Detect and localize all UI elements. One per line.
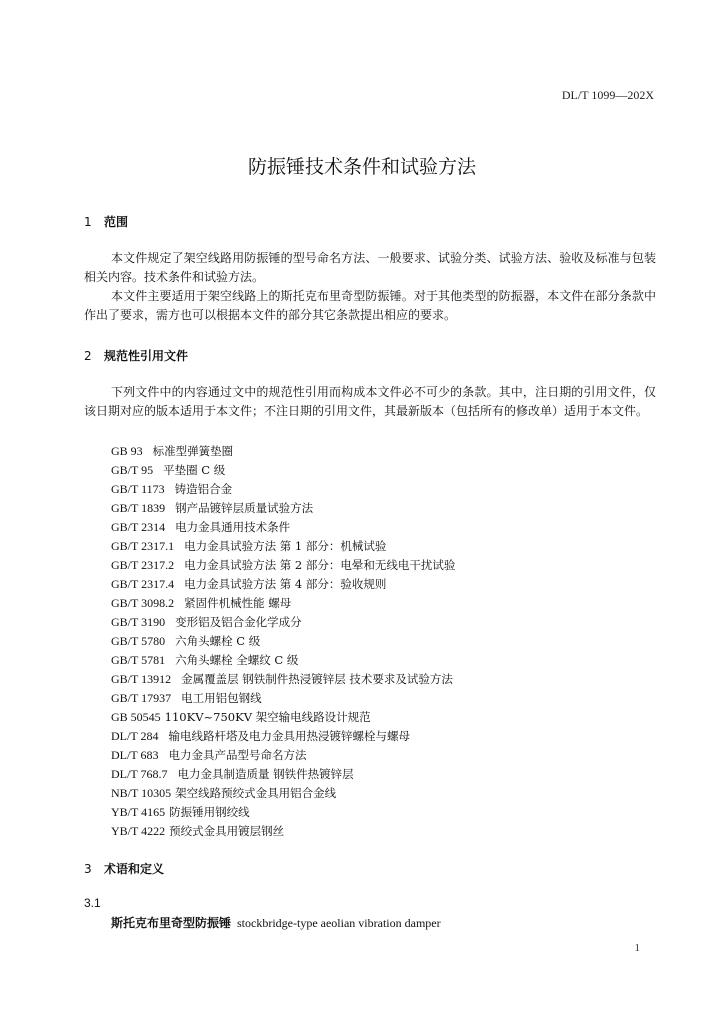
reference-item [111, 556, 455, 575]
reference-name: 铸造铝合金 [174, 482, 233, 496]
reference-item [111, 670, 455, 689]
section-title: 规范性引用文件 [104, 349, 189, 363]
reference-code: GB/T 17937 [111, 691, 172, 705]
reference-name: 钢产品镀锌层质量试验方法 [175, 501, 314, 515]
reference-code: GB/T 2317.4 [111, 577, 175, 591]
reference-name: 预绞式金具用镀层钢丝 [169, 824, 285, 838]
reference-name: 平垫圈 C 级 [163, 463, 226, 477]
document-title: 防振锤技术条件和试验方法 [247, 156, 476, 178]
reference-name: 110KV~750KV 架空输电线路设计规范 [164, 710, 371, 724]
section-title: 术语和定义 [104, 862, 165, 876]
reference-item [111, 461, 455, 480]
section-title: 范围 [104, 215, 129, 229]
reference-name: 金属覆盖层 钢铁制件热浸镀锌层 技术要求及试验方法 [181, 672, 453, 686]
reference-code: GB/T 3098.2 [111, 596, 175, 610]
reference-item [111, 651, 455, 670]
term-chinese: 斯托克布里奇型防振锤 [111, 916, 232, 930]
section-2-paragraph-1: 下列文件中的内容通过文中的规范性引用而构成本文件必不可少的条款。其中，注日期的引用文件，仅该日期对应的版本适用于本文件；不注日期的引用文件，其最新版本（包括所有的修改单）适用于本文件。 [84, 385, 656, 418]
reference-item [111, 765, 455, 784]
reference-code: GB/T 3190 [111, 615, 166, 629]
reference-code: GB/T 2317.1 [111, 539, 175, 553]
reference-item [111, 708, 455, 727]
reference-item [111, 518, 455, 537]
reference-code: GB/T 1173 [111, 482, 165, 496]
reference-item [111, 727, 455, 746]
reference-name: 输电线路杆塔及电力金具用热浸镀锌螺栓与螺母 [168, 729, 410, 743]
reference-name: 电力金具试验方法 第 2 部分：电晕和无线电干扰试验 [184, 558, 456, 572]
reference-code: GB/T 2314 [111, 520, 166, 534]
reference-code: DL/T 768.7 [111, 767, 168, 781]
section-number: 2 [84, 349, 92, 363]
standard-code: DL/T 1099—202X [561, 88, 654, 102]
page-number: 1 [634, 942, 640, 954]
section-3-heading [84, 860, 164, 877]
section-1-paragraph-1: 本文件规定了架空线路用防振锤的型号命名方法、一般要求、试验分类、试验方法、验收及标准与包装相关内容。技术条件和试验方法。 [84, 251, 656, 284]
reference-name: 变形铝及铝合金化学成分 [175, 615, 302, 629]
term-english: stockbridge-type aeolian vibration damper [237, 916, 441, 930]
reference-name: 六角头螺栓 C 级 [175, 634, 261, 648]
reference-code: DL/T 683 [111, 748, 159, 762]
reference-code: GB/T 2317.2 [111, 558, 175, 572]
reference-item [111, 746, 455, 765]
reference-item [111, 613, 455, 632]
reference-code: GB 93 [111, 444, 143, 458]
reference-name: 电力金具试验方法 第 4 部分：验收规则 [184, 577, 387, 591]
term-definition [111, 914, 441, 931]
reference-item [111, 822, 455, 841]
section-2-heading [84, 347, 188, 364]
reference-name: 电力金具通用技术条件 [175, 520, 291, 534]
reference-code: GB/T 1839 [111, 501, 166, 515]
reference-code: GB/T 5780 [111, 634, 166, 648]
reference-item [111, 803, 455, 822]
section-1-heading [84, 213, 128, 230]
reference-code: YB/T 4165 [111, 805, 166, 819]
reference-name: 防振锤用钢绞线 [169, 805, 250, 819]
reference-name: 电力金具制造质量 钢铁件热镀锌层 [177, 767, 354, 781]
reference-item [111, 594, 455, 613]
section-1-paragraph-2: 本文件主要适用于架空线路上的斯托克布里奇型防振锤。对于其他类型的防振器，本文件在部分条款中作出了要求，需方也可以根据本文件的部分其它条款提出相应的要求。 [84, 289, 656, 322]
reference-code: NB/T 10305 [111, 786, 172, 800]
reference-name: 紧固件机械性能 螺母 [184, 596, 292, 610]
normative-reference-list [111, 442, 455, 841]
reference-name: 电力金具试验方法 第 1 部分：机械试验 [184, 539, 387, 553]
reference-item [111, 537, 455, 556]
reference-name: 架空线路预绞式金具用铝合金线 [175, 786, 337, 800]
reference-code: GB/T 5781 [111, 653, 166, 667]
reference-code: YB/T 4222 [111, 824, 166, 838]
reference-code: GB/T 13912 [111, 672, 172, 686]
reference-code: GB/T 95 [111, 463, 154, 477]
reference-item [111, 575, 455, 594]
reference-item [111, 480, 455, 499]
reference-item [111, 689, 455, 708]
reference-code: DL/T 284 [111, 729, 159, 743]
reference-name: 六角头螺栓 全螺纹 C 级 [175, 653, 299, 667]
reference-name: 标准型弹簧垫圈 [152, 444, 234, 458]
reference-item [111, 442, 455, 461]
clause-3-1-number: 3.1 [84, 896, 101, 910]
reference-code: GB 50545 [111, 710, 161, 724]
reference-name: 电工用铝包钢线 [181, 691, 262, 705]
reference-name: 电力金具产品型号命名方法 [168, 748, 307, 762]
section-number: 1 [84, 215, 92, 229]
section-number: 3 [84, 862, 92, 876]
reference-item [111, 784, 455, 803]
reference-item [111, 499, 455, 518]
reference-item [111, 632, 455, 651]
